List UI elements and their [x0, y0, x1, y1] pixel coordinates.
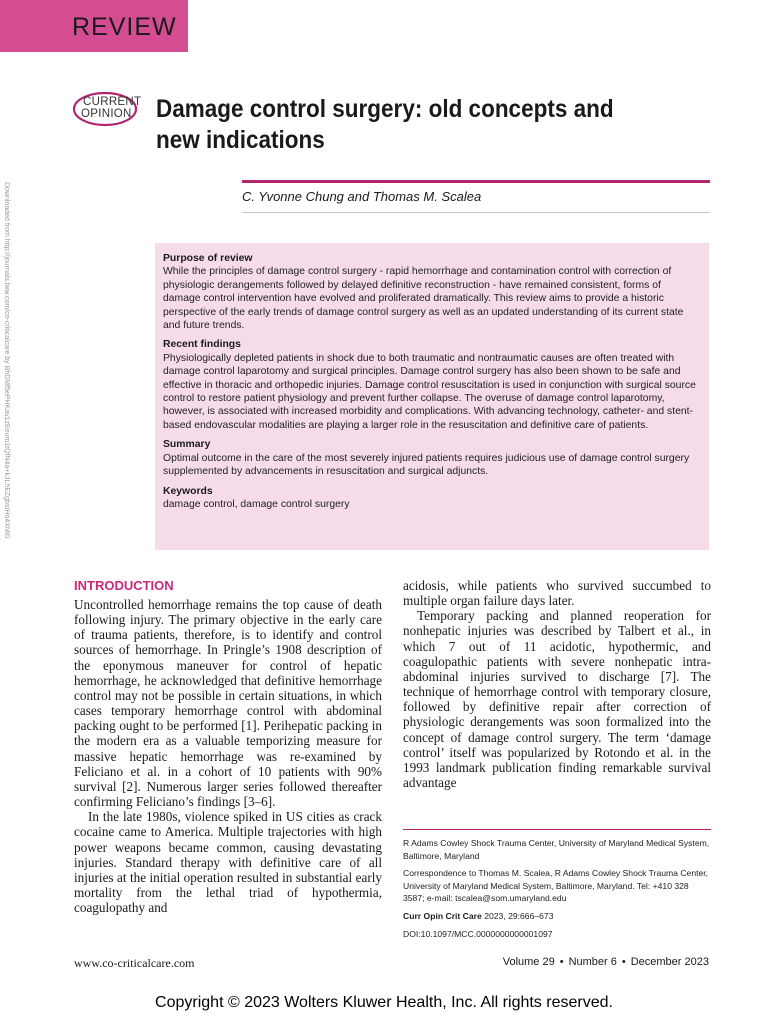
issue-number: Number 6	[568, 956, 617, 968]
summary-text: Optimal outcome in the care of the most severely injured patients requires judicious use of damage control surgery supplemented by advancements in resuscitation and surgical adjuncts.	[163, 452, 690, 478]
section-label: REVIEW	[72, 13, 177, 41]
download-watermark-line-2	[0, 182, 1, 602]
journal-citation	[403, 910, 711, 923]
author-list: C. Yvonne Chung and Thomas M. Scalea	[242, 189, 482, 204]
doi: DOI:10.1097/MCC.0000000000001097	[403, 928, 553, 939]
findings-text: Physiologically depleted patients in shock due to both traumatic and nontraumatic causes are often treated with damage control laparotomy and surgical principles. Damage control surgery has also been shown to be safe and effective in thoracic and orthopedic injuries. Damage control resuscitation is used in conjunction with surgical source control to restore patient physiology and prevent further collapse. The overuse of damage control laparotomy, however, is associated with increased morbidity and complications. With advancing technology, catheter- and stent-based endovascular modalities are playing a larger role in the resuscitation and definitive care of patients.	[163, 352, 696, 431]
copyright-notice: Copyright © 2023 Wolters Kluwer Health, Inc. All rights reserved.	[155, 994, 613, 1011]
body-column-right	[403, 578, 711, 790]
purpose-heading: Purpose of review	[163, 253, 253, 264]
separator-dot: •	[559, 956, 564, 968]
keywords-text: damage control, damage control surgery	[163, 498, 350, 510]
logo-line-2: OPINION	[81, 108, 132, 120]
affiliation-block	[403, 829, 711, 945]
journal-name: Curr Opin Crit Care	[403, 910, 482, 921]
body-paragraph: Uncontrolled hemorrhage remains the top cause of death following injury. The primary objective in the early care of trauma patients, therefore, is to identify and control sources of hemorrhage. In Pringle’s 1908 description of the eponymous maneuver for control of hepatic hemorrhage, he acknowledged that definitive hemorrhage control may not be possible in certain situations, in which cases temporary hemorrhage control with abdominal packing ought to be performed [1]. Perihepatic packing in the modern era as a valuable temporizing measure for massive hepatic hemorrhage was re-examined by Feliciano et al. in a cohort of 10 patients with 90% survival [2]. Numerous larger series followed thereafter confirming Feliciano’s findings [3–6].	[74, 597, 382, 810]
separator-dot: •	[621, 956, 626, 968]
body-column-left	[74, 578, 382, 915]
keywords-heading: Keywords	[163, 485, 213, 497]
article-title: Damage control surgery: old concepts and new indications	[156, 95, 614, 154]
abstract-box	[155, 243, 709, 550]
logo-line-1: CURRENT	[83, 96, 142, 108]
summary-heading: Summary	[163, 439, 211, 451]
introduction-heading: INTRODUCTION	[74, 578, 174, 593]
section-tab	[0, 0, 188, 52]
body-paragraph: acidosis, while patients who survived succumbed to multiple organ failure days later.	[403, 578, 711, 609]
author-rule-top	[242, 180, 710, 183]
body-paragraph: In the late 1980s, violence spiked in US cities as crack cocaine came to America. Multiple trajectories with high power weapons became common, causing devastating injuries. Standard therapy with definitive care of all injuries at the initial operation resulted in substantial early mortality from the lethal triad of hypothermia, coagulopathy and	[74, 809, 382, 916]
author-rule-bottom	[242, 212, 710, 213]
purpose-text: While the principles of damage control surgery - rapid hemorrhage and contamination control with correction of physiologic derangements followed by delayed definitive reconstruction - have remained consistent, forms of damage control intervention have evolved and proliferated dramatically. This review aims to provide a historic perspective of the early trends of damage control surgery as well as an updated understanding of its current state and future trends.	[163, 266, 684, 332]
download-watermark-line-1: Downloaded from http://journals.lww.com/co-criticalcare by BhDMf5ePHKav1zEoum1tQfN4a+kJLhEZgbsIHo4XMi0	[3, 182, 10, 539]
journal-url[interactable]: www.co-criticalcare.com	[74, 956, 195, 970]
correspondence: Correspondence to Thomas M. Scalea, R Adams Cowley Shock Trauma Center, University of Maryland Medical System, Baltimore, Maryland. Tel: +410 328 3587; e-mail: tscalea@som.umaryland.edu	[403, 868, 709, 904]
findings-heading: Recent findings	[163, 339, 241, 351]
body-paragraph: Temporary packing and planned reoperation for nonhepatic injuries was described by Talbert et al., in which 7 out of 11 acidotic, hypothermic, and coagulopathic patients with severe nonhepatic intra-abdominal injuries survived to discharge [7]. The technique of hemorrhage control with temporary closure, followed by definitive repair after correction of physiologic derangements was soon formalized into the concept of damage control surgery. The term ‘damage control’ itself was popularized by Rotondo et al. in the 1993 landmark publication finding remarkable survival advantage	[403, 608, 711, 791]
issue-date: December 2023	[630, 956, 709, 968]
citation-details: 2023, 29:666–673	[484, 910, 554, 921]
volume: Volume 29	[502, 956, 555, 968]
download-watermark	[3, 182, 38, 602]
issue-info	[503, 956, 709, 968]
institution: R Adams Cowley Shock Trauma Center, University of Maryland Medical System, Baltimore, Maryland	[403, 838, 710, 861]
current-opinion-logo	[72, 91, 142, 127]
